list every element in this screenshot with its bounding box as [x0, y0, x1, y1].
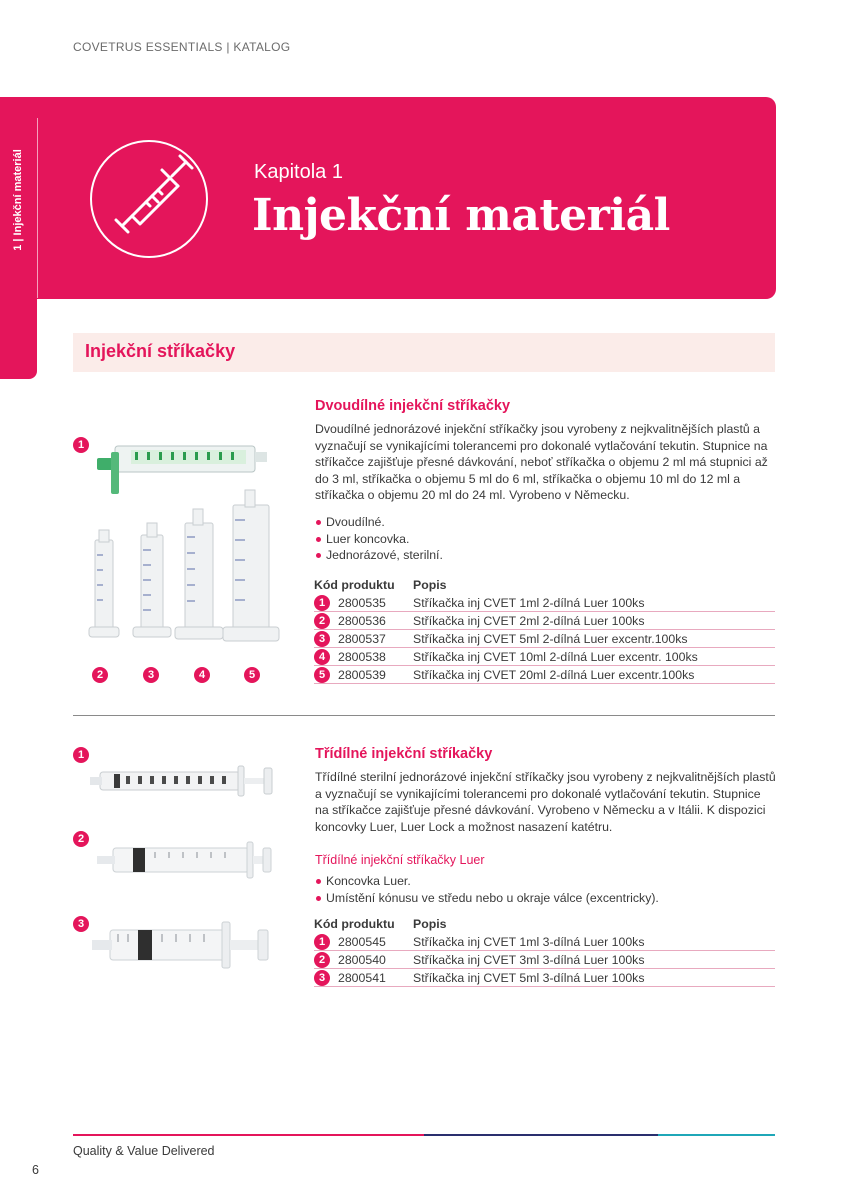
- chapter-number: Kapitola 1: [254, 161, 343, 183]
- block1-bullets: [315, 514, 443, 564]
- table-row: [314, 933, 775, 951]
- table-header: [314, 917, 775, 933]
- table-row: [314, 951, 775, 969]
- table-header: [314, 578, 775, 594]
- syringes-2-5ml-image: [85, 485, 280, 650]
- image-badge-2: 2: [92, 667, 108, 683]
- block2-description: Třídílné sterilní jednorázové injekční stříkačky jsou vyrobeny z nejkvalitnějších plastů a vyznačují se vynikajícími tolerancemi pro dokonalé vytlačování tekutin. Stupnice na stříkačce zajišťuje přesné dávkování. Vyrobeno v Německu a v Itálii. K dispozici koncovky Luer, Luer Lock a možnost nasazení katétru.: [315, 770, 776, 834]
- row-number: 5: [314, 667, 330, 683]
- bullet-item: Umístění kónusu ve středu nebo u okraje válce (excentricky).: [315, 890, 659, 907]
- header-code: Kód produktu: [314, 917, 395, 931]
- table-row: [314, 648, 775, 666]
- image-badge-1: 1: [73, 747, 89, 763]
- product-code: 2800536: [338, 613, 386, 628]
- side-tab-label: 1 | Injekční materiál: [12, 149, 25, 251]
- bullet-item: Jednorázové, sterilní.: [315, 547, 443, 564]
- product-code: 2800539: [338, 667, 386, 682]
- footer-line-navy: [424, 1134, 658, 1136]
- image-badge-2: 2: [73, 831, 89, 847]
- footer-tagline: Quality & Value Delivered: [73, 1144, 215, 1158]
- product-desc: Stříkačka inj CVET 1ml 3-dílná Luer 100ks: [413, 934, 645, 949]
- table-row: [314, 594, 775, 612]
- image-badge-4: 4: [194, 667, 210, 683]
- bullet-item: Koncovka Luer.: [315, 873, 659, 890]
- page-number: 6: [32, 1163, 39, 1177]
- side-divider: [37, 118, 38, 298]
- side-tab-label-wrap: [4, 100, 32, 300]
- section-divider: [73, 715, 775, 716]
- row-number: 3: [314, 970, 330, 986]
- product-code: 2800537: [338, 631, 386, 646]
- bullet-item: Dvoudílné.: [315, 514, 443, 531]
- table-row: [314, 630, 775, 648]
- section-title: Injekční stříkačky: [85, 341, 236, 361]
- row-number: 1: [314, 934, 330, 950]
- row-number: 2: [314, 613, 330, 629]
- header-code: Kód produktu: [314, 578, 395, 592]
- block2-subheading: Třídílné injekční stříkačky Luer: [315, 853, 485, 867]
- header-desc: Popis: [413, 917, 447, 931]
- product-code: 2800535: [338, 595, 386, 610]
- table-row: [314, 666, 775, 684]
- syringe-3part-5ml-image: [88, 920, 278, 972]
- header-desc: Popis: [413, 578, 447, 592]
- product-desc: Stříkačka inj CVET 5ml 2-dílná Luer excentr.100ks: [413, 631, 688, 646]
- block2-product-table: [314, 917, 775, 987]
- table-row: [314, 969, 775, 987]
- block2-bullets: [315, 873, 659, 906]
- product-code: 2800545: [338, 934, 386, 949]
- row-number: 4: [314, 649, 330, 665]
- syringe-icon: [92, 142, 206, 256]
- syringe-3part-3ml-image: [93, 838, 275, 884]
- footer-line-teal: [658, 1134, 775, 1136]
- row-number: 3: [314, 631, 330, 647]
- product-desc: Stříkačka inj CVET 3ml 3-dílná Luer 100ks: [413, 952, 645, 967]
- product-code: 2800538: [338, 649, 386, 664]
- product-desc: Stříkačka inj CVET 10ml 2-dílná Luer excentr. 100ks: [413, 649, 698, 664]
- image-badge-3: 3: [73, 916, 89, 932]
- chapter-icon-circle: [90, 140, 208, 258]
- footer-line-accent: [73, 1134, 424, 1136]
- image-badge-5: 5: [244, 667, 260, 683]
- syringe-3part-1ml-image: [88, 762, 278, 802]
- catalog-header: COVETRUS ESSENTIALS | KATALOG: [73, 40, 291, 54]
- row-number: 2: [314, 952, 330, 968]
- row-number: 1: [314, 595, 330, 611]
- bullet-item: Luer koncovka.: [315, 531, 443, 548]
- product-desc: Stříkačka inj CVET 5ml 3-dílná Luer 100ks: [413, 970, 645, 985]
- block2-title: Třídílné injekční stříkačky: [315, 746, 493, 762]
- block1-product-table: [314, 578, 775, 684]
- block1-description: Dvoudílné jednorázové injekční stříkačky jsou vyrobeny z nejkvalitnějších plastů a vyznačují se vynikajícími tolerancemi pro dokonalé vytlačování tekutin. Stupnice na stříkačce zajišťuje přesné dávkování, neboť stříkačka o objemu 2 ml má stupnici až do 3 ml, stříkačka o objemu 5 ml do 6 ml, stříkačka o objemu 10 ml do 12 ml a stříkačka o objemu 20 ml do 24 ml. Vyrobeno v Německu.: [315, 422, 768, 502]
- product-code: 2800540: [338, 952, 386, 967]
- image-badge-3: 3: [143, 667, 159, 683]
- side-tab: [0, 299, 37, 379]
- block1-title: Dvoudílné injekční stříkačky: [315, 398, 511, 414]
- image-badge-1: 1: [73, 437, 89, 453]
- product-desc: Stříkačka inj CVET 2ml 2-dílná Luer 100ks: [413, 613, 645, 628]
- product-code: 2800541: [338, 970, 386, 985]
- chapter-title: Injekční materiál: [252, 190, 670, 241]
- product-desc: Stříkačka inj CVET 20ml 2-dílná Luer excentr.100ks: [413, 667, 695, 682]
- product-desc: Stříkačka inj CVET 1ml 2-dílná Luer 100ks: [413, 595, 645, 610]
- table-row: [314, 612, 775, 630]
